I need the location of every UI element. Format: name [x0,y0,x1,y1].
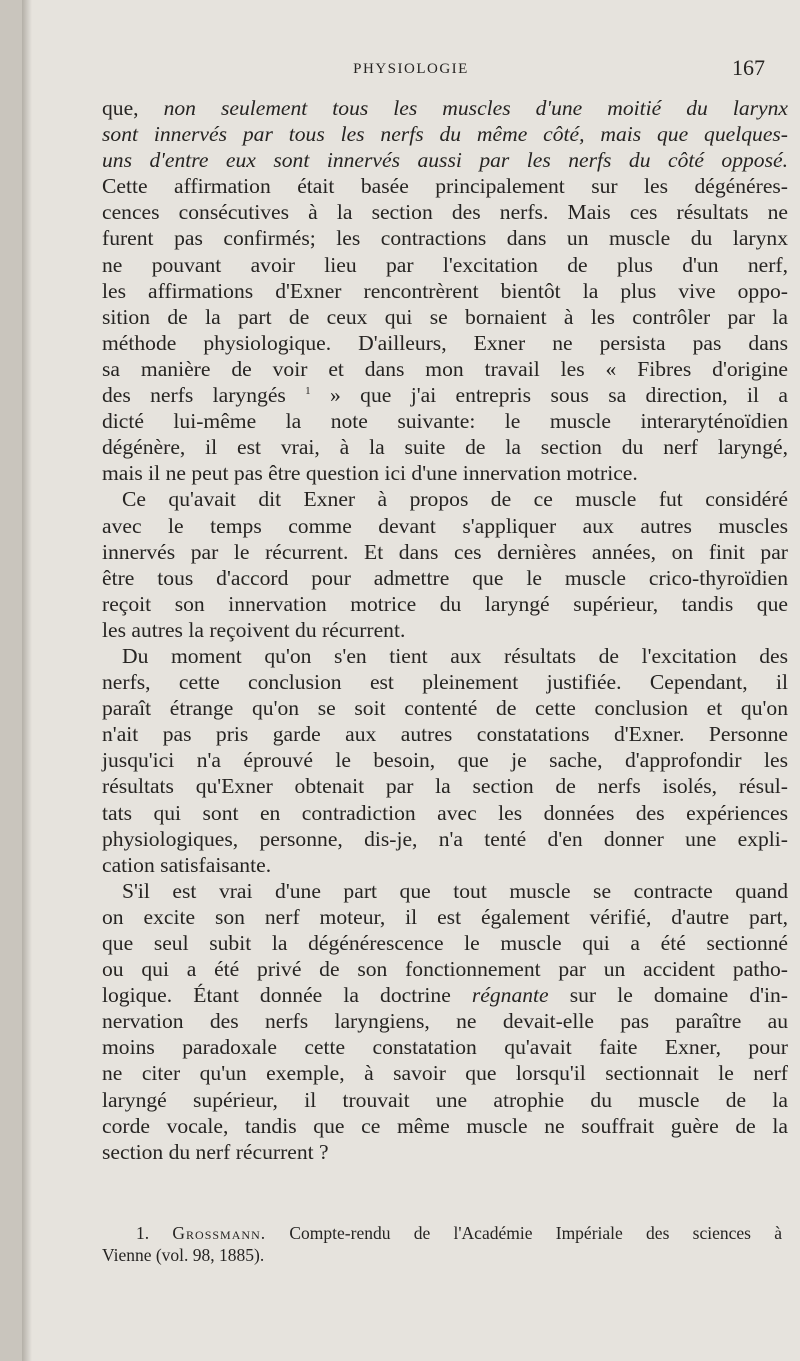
body-text [102,95,788,1165]
text-line: sont innervés par tous les nerfs du même côté, mais que quelques- [102,122,788,147]
text-line: des nerfs laryngés $^1$ » que j'ai entrepris sous sa direction, il a [102,383,788,408]
text-line: furent pas confirmés; les contractions dans un muscle du larynx [102,226,788,251]
text-line: dicté lui-même la note suivante: le muscle interaryténoïdien [102,409,788,434]
text-line: corde vocale, tandis que ce même muscle ne souffrait guère de la [102,1113,788,1138]
text-line: innervés par le récurrent. Et dans ces dernières années, on finit par [102,539,788,564]
page-number: 167 [732,55,765,80]
footnote-line: 1. Grossmann. Compte-rendu de l'Académie Impériale des sciences à [136,1223,783,1243]
text-line: section du nerf récurrent ? [102,1139,329,1164]
text-line: moins paradoxale cette constatation qu'avait faite Exner, pour [102,1035,788,1060]
text-line: être tous d'accord pour admettre que le muscle crico-thyroïdien [102,565,788,590]
text-line: reçoit son innervation motrice du laryngé supérieur, tandis que [102,591,788,616]
text-line: résultats qu'Exner obtenait par la section de nerfs isolés, résul- [102,774,788,799]
text-line: les affirmations d'Exner rencontrèrent bientôt la plus vive oppo- [102,278,788,303]
footnote-author: Grossmann. [172,1223,267,1243]
text-line: Ce qu'avait dit Exner à propos de ce muscle fut considéré [122,487,788,512]
text-line: paraît étrange qu'on se soit contenté de cette conclusion et qu'on [102,696,788,721]
text-line: méthode physiologique. D'ailleurs, Exner ne persista pas dans [102,330,788,355]
footnote-line: Vienne (vol. 98, 1885). [102,1245,265,1265]
text-line: n'ait pas pris garde aux autres constatations d'Exner. Personne [102,722,788,747]
text-line: que, non seulement tous les muscles d'une moitié du larynx [102,96,788,120]
text-line: mais il ne peut pas être question ici d'une innervation motrice. [102,461,638,486]
text-line: ne citer qu'un exemple, à savoir que lorsqu'il sectionnait le nerf [102,1061,788,1086]
text-line: S'il est vrai d'une part que tout muscle se contracte quand [122,878,788,903]
text-line: avec le temps comme devant s'appliquer aux autres muscles [102,513,788,538]
text-line: sition de la part de ceux qui se bornaient à les contrôler par la [102,304,788,329]
text-line: les autres la reçoivent du récurrent. [102,617,406,642]
text-line: physiologiques, personne, dis-je, n'a tenté d'en donner une expli- [102,826,788,851]
footnote [102,1222,782,1266]
book-page [22,0,800,1361]
text-line: uns d'entre eux sont innervés aussi par les nerfs du côté opposé. [102,148,788,173]
footnote-ref: 1 [305,384,311,397]
text-line: cation satisfaisante. [102,852,272,877]
text-line: laryngé supérieur, il trouvait une atrophie du muscle de la [102,1087,788,1112]
text-line: nerfs, cette conclusion est pleinement justifiée. Cependant, il [102,670,788,695]
text-line: tats qui sont en contradiction avec les données des expériences [102,800,788,825]
text-line: logique. Étant donnée la doctrine régnante sur le domaine d'in- [102,983,788,1008]
page-header [22,55,800,85]
text-line: Du moment qu'on s'en tient aux résultats de l'excitation des [122,643,788,668]
text-line: on excite son nerf moteur, il est également vérifié, d'autre part, [102,904,788,929]
text-line: cences consécutives à la section des nerfs. Mais ces résultats ne [102,200,788,225]
text-line: que seul subit la dégénérescence le muscle qui a été sectionné [102,931,788,955]
text-line: jusqu'ici n'a éprouvé le besoin, que je sache, d'approfondir les [102,748,788,773]
text-line: sa manière de voir et dans mon travail les « Fibres d'origine [102,356,788,381]
text-line: Cette affirmation était basée principalement sur les dégénéres- [102,174,788,199]
text-line: nervation des nerfs laryngiens, ne devait-elle pas paraître au [102,1009,788,1034]
text-line: ou qui a été privé de son fonctionnement par un accident patho- [102,957,788,982]
text-line: dégénère, il est vrai, à la suite de la section du nerf laryngé, [102,435,788,460]
text-line: ne pouvant avoir lieu par l'excitation de plus d'un nerf, [102,252,788,277]
running-head: PHYSIOLOGIE [353,61,469,77]
